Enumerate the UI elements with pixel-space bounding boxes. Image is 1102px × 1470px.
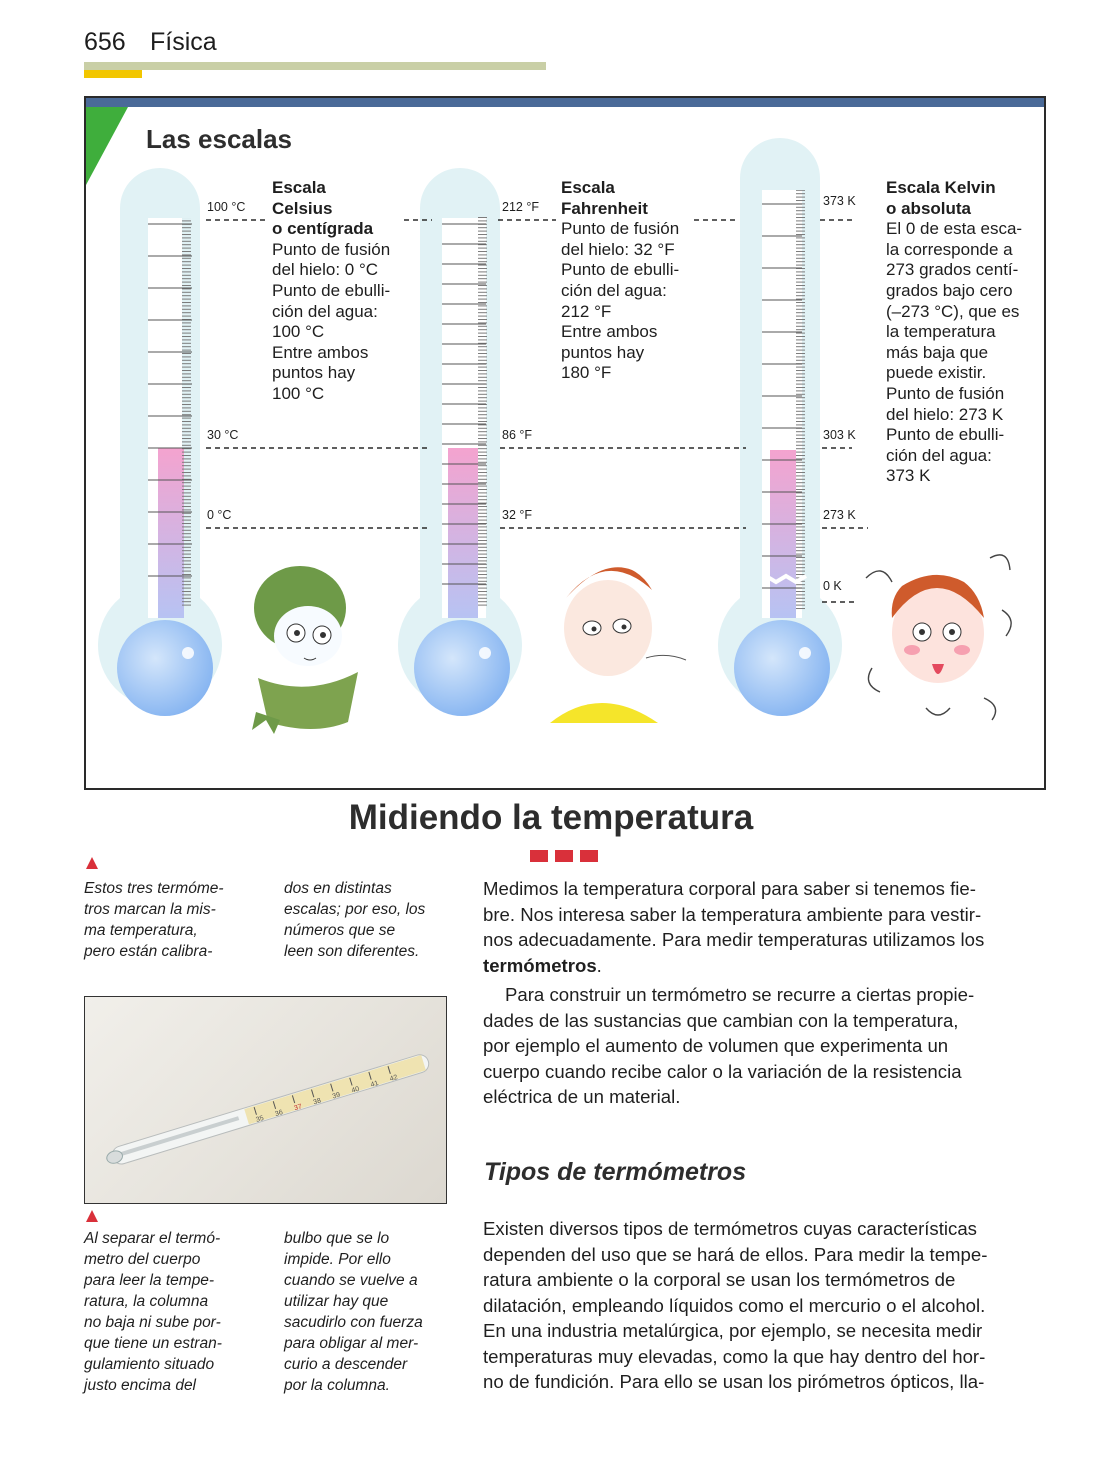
photo-tick: 41: [369, 1079, 380, 1089]
kelvin-line: (–273 °C), que es: [886, 301, 1020, 321]
caption-line: leen son diferentes.: [284, 943, 420, 960]
body-line: nos adecuadamente. Para medir temperaturas utilizamos los: [483, 929, 985, 950]
caption-line: tros marcan la mis-: [84, 901, 216, 918]
kelvin-line: Punto de ebulli-: [886, 425, 1005, 445]
fahrenheit-line: puntos hay: [561, 342, 645, 362]
kelvin-line: puede existir.: [886, 363, 987, 383]
fahrenheit-line: Entre ambos: [561, 322, 658, 342]
photo-tick: 35: [255, 1114, 265, 1124]
caption-marker-icon: [86, 1210, 98, 1222]
body-punct: .: [596, 954, 602, 976]
body-line: no de fundición. Para ello se usan los pirómetros ópticos, lla-: [483, 1371, 985, 1392]
caption-line: no baja ni sube por-: [84, 1314, 221, 1331]
caption-line: justo encima del: [84, 1377, 197, 1394]
body-line: dades de las sustancias que cambian con la temperatura,: [483, 1009, 959, 1031]
header-rule: [84, 62, 546, 70]
caption-marker-icon: [86, 857, 98, 869]
caption-line: cuando se vuelve a: [284, 1272, 418, 1289]
paragraph-3: [483, 1216, 1047, 1395]
kelvin-description: [886, 178, 1046, 487]
scales-illustration: [84, 96, 1046, 790]
caption-2-col-1: [84, 1228, 274, 1396]
thermometer-drawing: [85, 997, 447, 1204]
body-line: Medimos la temperatura corporal para saber si tenemos fie-: [483, 878, 976, 899]
caption-line: por la columna.: [284, 1377, 390, 1394]
kelvin-line: El 0 de esta esca-: [886, 219, 1023, 239]
fahrenheit-line: Punto de ebulli-: [561, 260, 680, 280]
caption-line: gulamiento situado: [84, 1356, 215, 1373]
celsius-line: Entre ambos: [272, 342, 369, 362]
celsius-line: ción del agua:: [272, 301, 378, 321]
celsius-line: puntos hay: [272, 363, 356, 383]
fahrenheit-line: 180 °F: [561, 363, 612, 383]
kelvin-tick-373: 373 K: [823, 194, 856, 208]
kelvin-line: grados bajo cero: [886, 280, 1013, 300]
caption-line: utilizar hay que: [284, 1293, 389, 1310]
body-line: dependen del uso que se hará de ellos. Para medir la tempe-: [483, 1243, 988, 1265]
body-line: dilatación, empleando líquidos como el mercurio o el alcohol.: [483, 1294, 986, 1316]
warm-character-illustration: [550, 567, 686, 723]
photo-tick: 36: [274, 1109, 284, 1119]
fahrenheit-line: ción del agua:: [561, 280, 667, 300]
body-line: Para construir un termómetro se recurre a ciertas propie-: [505, 984, 975, 1005]
section-title: Física: [150, 28, 217, 56]
caption-1-col-2: [284, 878, 454, 962]
celsius-line: Punto de fusión: [272, 239, 391, 259]
caption-1-col-1: [84, 878, 274, 962]
kelvin-line: del hielo: 273 K: [886, 404, 1004, 424]
main-heading: Midiendo la temperatura: [348, 798, 754, 837]
body-line: bre. Nos interesa saber la temperatura ambiente para vestir-: [483, 903, 982, 925]
celsius-line: 100 °C: [272, 322, 325, 342]
caption-line: que tiene un estran-: [84, 1335, 222, 1352]
fahrenheit-heading-2: Fahrenheit: [561, 198, 648, 218]
fahrenheit-tick-86: 86 °F: [502, 428, 533, 442]
celsius-line: 100 °C: [272, 383, 325, 403]
photo-tick: 42: [389, 1074, 399, 1084]
caption-line: Al separar el termó-: [84, 1230, 221, 1247]
celsius-line: Punto de ebulli-: [272, 280, 391, 300]
hot-character-illustration: [866, 555, 1011, 720]
photo-tick: 38: [312, 1097, 323, 1107]
kelvin-line: Punto de fusión: [886, 383, 1005, 403]
kelvin-heading-1: Escala Kelvin: [886, 178, 996, 197]
paragraph-2: [483, 982, 1047, 1110]
caption-line: ratura, la columna: [84, 1293, 209, 1310]
celsius-description: [272, 178, 422, 405]
caption-line: ma temperatura,: [84, 922, 198, 939]
kelvin-line: 373 K: [886, 466, 931, 486]
caption-line: números que se: [284, 922, 396, 939]
fahrenheit-description: [561, 178, 711, 384]
scales-title: Las escalas: [146, 124, 293, 154]
fahrenheit-heading-1: Escala: [561, 178, 615, 197]
body-line: eléctrica de un material.: [483, 1086, 681, 1107]
caption-line: dos en distintas: [284, 880, 392, 897]
body-line: Existen diversos tipos de termómetros cuyas características: [483, 1218, 977, 1239]
header-accent-bar: [84, 70, 142, 78]
clinical-thermometer-photo: [84, 996, 447, 1204]
kelvin-line: ción del agua:: [886, 445, 992, 465]
photo-tick: 39: [331, 1091, 342, 1101]
caption-line: sacudirlo con fuerza: [284, 1314, 423, 1331]
fahrenheit-line: del hielo: 32 °F: [561, 239, 675, 259]
kelvin-line: 273 grados centí-: [886, 260, 1019, 280]
kelvin-line: la corresponde a: [886, 239, 1013, 259]
fahrenheit-line: Punto de fusión: [561, 219, 680, 239]
body-line: En una industria metalúrgica, por ejemplo, se necesita medir: [483, 1320, 983, 1341]
fahrenheit-tick-32: 32 °F: [502, 508, 533, 522]
body-line: ratura ambiente o la corporal se usan los termómetros de: [483, 1269, 956, 1290]
kelvin-heading-2: o absoluta: [886, 198, 972, 218]
fahrenheit-tick-212: 212 °F: [502, 200, 539, 214]
body-line: temperaturas muy elevadas, como la que hay dentro del hor-: [483, 1345, 986, 1367]
sub-heading: Tipos de termómetros: [484, 1158, 747, 1186]
paragraph-1: [483, 876, 1047, 978]
kelvin-tick-273: 273 K: [823, 508, 856, 522]
caption-line: bulbo que se lo: [284, 1230, 390, 1247]
caption-line: escalas; por eso, los: [284, 901, 426, 918]
celsius-tick-100: 100 °C: [207, 200, 246, 214]
cold-character-illustration: [252, 566, 358, 734]
kelvin-line: la temperatura: [886, 322, 996, 342]
caption-line: impide. Por ello: [284, 1251, 391, 1268]
heading-ornament: [530, 850, 598, 862]
caption-line: metro del cuerpo: [84, 1251, 201, 1268]
caption-line: para obligar al mer-: [284, 1335, 419, 1352]
body-line: por ejemplo el aumento de volumen que experimenta un: [483, 1035, 949, 1056]
photo-tick: 40: [350, 1085, 361, 1095]
fahrenheit-line: 212 °F: [561, 301, 612, 321]
body-line: [483, 953, 1047, 979]
caption-line: pero están calibra-: [84, 943, 213, 960]
caption-line: Estos tres termóme-: [84, 880, 224, 897]
celsius-tick-0: 0 °C: [207, 508, 232, 522]
caption-line: para leer la tempe-: [84, 1272, 215, 1289]
celsius-heading-2: Celsius: [272, 198, 333, 218]
celsius-heading-3: o centígrada: [272, 219, 374, 239]
caption-2-col-2: [284, 1228, 459, 1396]
celsius-heading-1: Escala: [272, 178, 326, 197]
kelvin-tick-303: 303 K: [823, 428, 856, 442]
body-line: cuerpo cuando recibe calor o la variación de la resistencia: [483, 1060, 962, 1082]
page-number: 656: [84, 28, 126, 56]
celsius-line: del hielo: 0 °C: [272, 260, 379, 280]
celsius-tick-30: 30 °C: [207, 428, 239, 442]
photo-tick: 37: [293, 1103, 303, 1113]
kelvin-line: más baja que: [886, 342, 989, 362]
kelvin-tick-0: 0 K: [823, 579, 842, 593]
bold-term: termómetros: [483, 954, 597, 976]
celsius-thermometer: [98, 168, 222, 716]
kelvin-thermometer: [718, 138, 842, 716]
caption-line: curio a descender: [284, 1356, 408, 1373]
